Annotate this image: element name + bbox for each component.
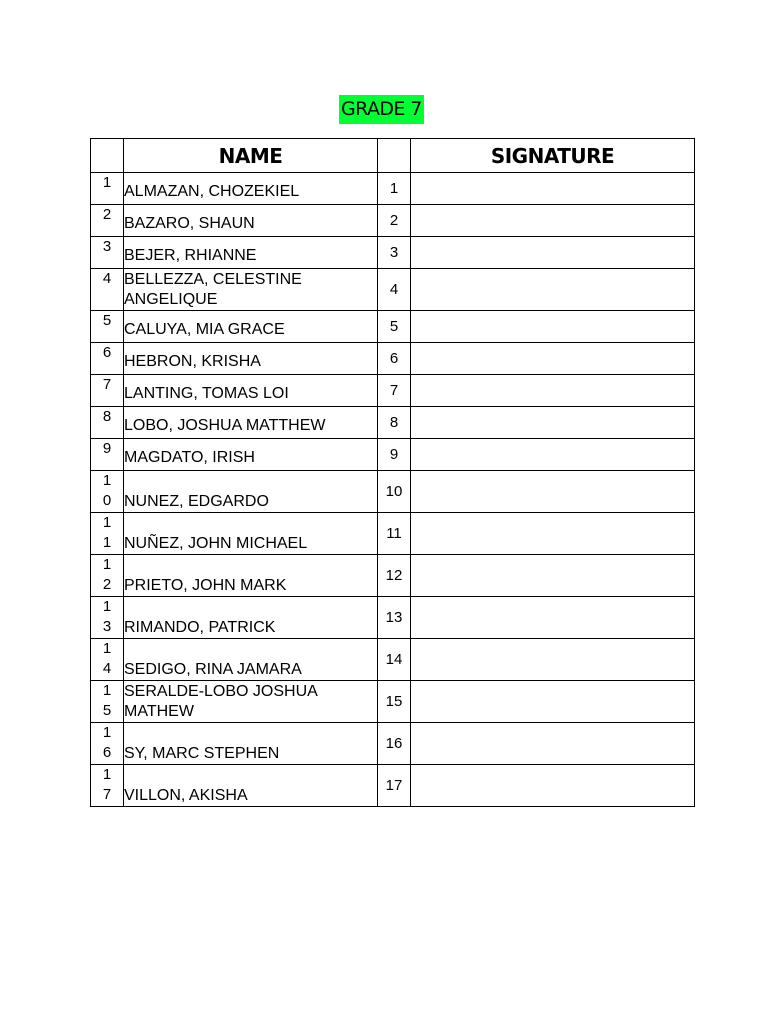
signature-number: 15 — [378, 681, 411, 723]
table-row — [91, 723, 695, 765]
header-signature: SIGNATURE — [411, 139, 695, 173]
header-row — [91, 139, 695, 173]
roster-body — [91, 173, 695, 807]
signature-cell[interactable] — [411, 205, 695, 237]
header-name: NAME — [124, 139, 378, 173]
row-number — [91, 597, 124, 639]
signature-number: 11 — [378, 513, 411, 555]
row-number — [91, 407, 124, 439]
student-name: HEBRON, KRISHA — [124, 343, 378, 375]
row-number — [91, 765, 124, 807]
table-row — [91, 375, 695, 407]
row-number — [91, 343, 124, 375]
row-number-label: 4 — [102, 270, 112, 287]
signature-cell[interactable] — [411, 471, 695, 513]
signature-cell[interactable] — [411, 439, 695, 471]
student-name: PRIETO, JOHN MARK — [124, 555, 378, 597]
table-row — [91, 681, 695, 723]
table-row — [91, 555, 695, 597]
signature-cell[interactable] — [411, 639, 695, 681]
row-number-label: 14 — [102, 640, 112, 677]
table-row — [91, 237, 695, 269]
row-number — [91, 375, 124, 407]
student-name: SEDIGO, RINA JAMARA — [124, 639, 378, 681]
row-number-label: 15 — [102, 682, 112, 719]
signature-number: 8 — [378, 407, 411, 439]
table-row — [91, 765, 695, 807]
row-number — [91, 723, 124, 765]
signature-cell[interactable] — [411, 237, 695, 269]
row-number-label: 13 — [102, 598, 112, 635]
row-number-label: 17 — [102, 766, 112, 803]
signature-number: 13 — [378, 597, 411, 639]
student-name: NUÑEZ, JOHN MICHAEL — [124, 513, 378, 555]
student-name: MAGDATO, IRISH — [124, 439, 378, 471]
row-number — [91, 639, 124, 681]
signature-number: 16 — [378, 723, 411, 765]
signature-cell[interactable] — [411, 173, 695, 205]
row-number — [91, 471, 124, 513]
student-name: SERALDE-LOBO JOSHUA MATHEW — [124, 681, 378, 723]
student-name: BELLEZZA, CELESTINE ANGELIQUE — [124, 269, 378, 311]
row-number-label: 5 — [102, 312, 112, 329]
student-name: RIMANDO, PATRICK — [124, 597, 378, 639]
table-row — [91, 439, 695, 471]
signature-cell[interactable] — [411, 597, 695, 639]
row-number — [91, 237, 124, 269]
signature-cell[interactable] — [411, 375, 695, 407]
row-number — [91, 311, 124, 343]
table-row — [91, 343, 695, 375]
student-name: SY, MARC STEPHEN — [124, 723, 378, 765]
table-row — [91, 173, 695, 205]
student-name: VILLON, AKISHA — [124, 765, 378, 807]
signature-number: 5 — [378, 311, 411, 343]
student-name: LANTING, TOMAS LOI — [124, 375, 378, 407]
row-number-label: 12 — [102, 556, 112, 593]
table-row — [91, 205, 695, 237]
signature-cell[interactable] — [411, 343, 695, 375]
row-number-label: 6 — [102, 344, 112, 361]
signature-number: 3 — [378, 237, 411, 269]
row-number-label: 16 — [102, 724, 112, 761]
table-row — [91, 639, 695, 681]
signature-number: 14 — [378, 639, 411, 681]
row-number — [91, 681, 124, 723]
table-row — [91, 269, 695, 311]
row-number-label: 7 — [102, 376, 112, 393]
row-number — [91, 269, 124, 311]
row-number-label: 10 — [102, 472, 112, 509]
signature-number: 4 — [378, 269, 411, 311]
row-number-label: 2 — [102, 206, 112, 223]
row-number — [91, 555, 124, 597]
student-name: CALUYA, MIA GRACE — [124, 311, 378, 343]
signature-cell[interactable] — [411, 513, 695, 555]
row-number-label: 1 — [102, 174, 112, 191]
table-row — [91, 513, 695, 555]
row-number — [91, 205, 124, 237]
signature-number: 17 — [378, 765, 411, 807]
student-name: NUNEZ, EDGARDO — [124, 471, 378, 513]
roster-table — [90, 138, 695, 807]
signature-number: 12 — [378, 555, 411, 597]
signature-number: 1 — [378, 173, 411, 205]
row-number-label: 8 — [102, 408, 112, 425]
signature-number: 2 — [378, 205, 411, 237]
signature-cell[interactable] — [411, 311, 695, 343]
table-row — [91, 407, 695, 439]
signature-cell[interactable] — [411, 555, 695, 597]
row-number — [91, 439, 124, 471]
header-number — [91, 139, 124, 173]
row-number-label: 3 — [102, 238, 112, 255]
signature-cell[interactable] — [411, 681, 695, 723]
student-name: ALMAZAN, CHOZEKIEL — [124, 173, 378, 205]
signature-number: 9 — [378, 439, 411, 471]
table-row — [91, 471, 695, 513]
signature-cell[interactable] — [411, 407, 695, 439]
header-number-2 — [378, 139, 411, 173]
student-name: BEJER, RHIANNE — [124, 237, 378, 269]
row-number-label: 11 — [102, 514, 112, 551]
row-number — [91, 513, 124, 555]
signature-cell[interactable] — [411, 269, 695, 311]
student-name: LOBO, JOSHUA MATTHEW — [124, 407, 378, 439]
student-name: BAZARO, SHAUN — [124, 205, 378, 237]
table-row — [91, 311, 695, 343]
row-number — [91, 173, 124, 205]
signature-cell[interactable] — [411, 765, 695, 807]
signature-cell[interactable] — [411, 723, 695, 765]
page-title: GRADE 7 — [339, 95, 424, 124]
table-row — [91, 597, 695, 639]
signature-number: 6 — [378, 343, 411, 375]
row-number-label: 9 — [102, 440, 112, 457]
signature-number: 7 — [378, 375, 411, 407]
signature-number: 10 — [378, 471, 411, 513]
